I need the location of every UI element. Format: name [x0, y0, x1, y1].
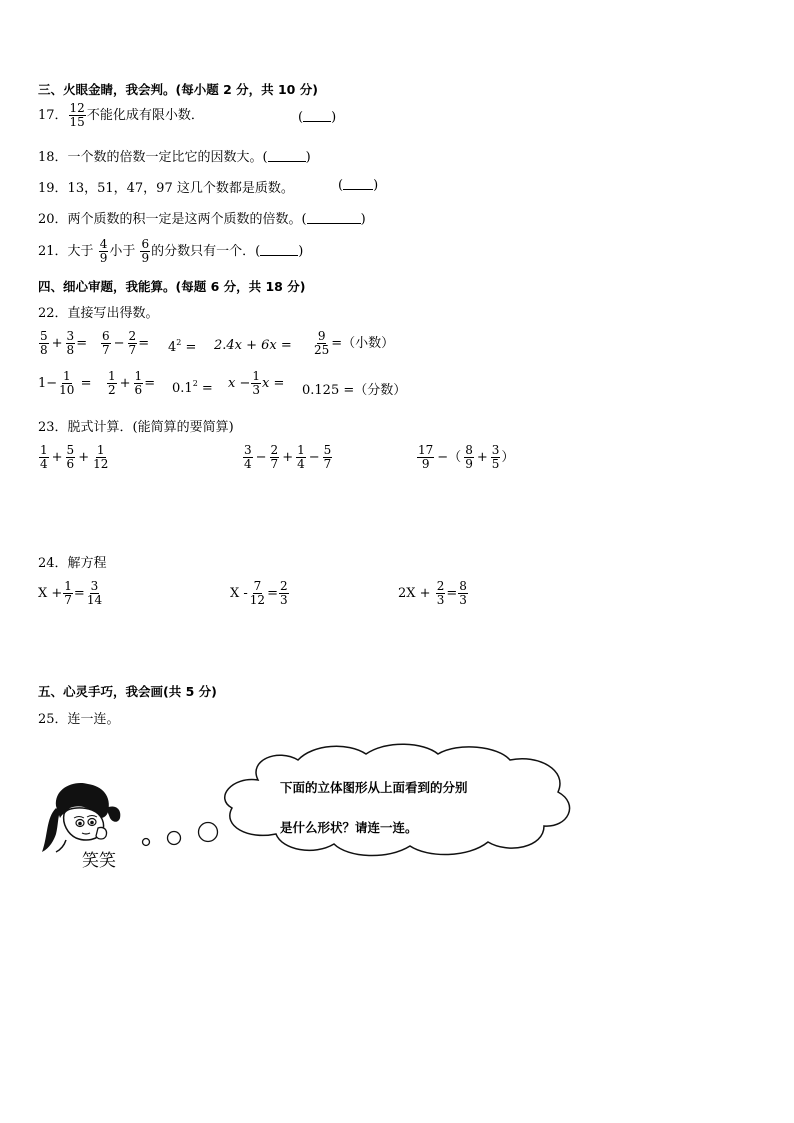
q22-expr-2: $\frac{6}{7}$ − $\frac{2}{7}$ = — [102, 329, 150, 357]
q24-equation-2: X - $\frac{7}{12}$ = $\frac{2}{3}$ — [230, 579, 288, 607]
question-25-title: 25．连一连。 — [38, 712, 120, 727]
question-24-title: 24．解方程 — [38, 556, 107, 571]
question-19: 19．13，51，47，97 这几个数都是质数。 — [38, 181, 294, 196]
q22-expr-3: $4^2$ = — [168, 338, 197, 355]
q22-expr-8: $0.1^2$ = — [172, 379, 213, 396]
question-21: 21．大于 $\frac{4}{9}$ 小于 $\frac{6}{9}$ 的分数只有一个．( ) — [38, 237, 304, 265]
fraction: $\frac{6}{9}$ — [141, 237, 150, 265]
question-20: 20．两个质数的积一定是这两个质数的倍数。( ) — [38, 212, 366, 227]
fraction: $\frac{12}{15}$ — [69, 101, 85, 129]
q23-expr-2: $\frac{3}{4}$ − $\frac{2}{7}$ + $\frac{1}{4}$ − $\frac{5}{7}$ — [244, 443, 332, 471]
bubble-text-line-2: 是什么形状？请连一连。 — [280, 820, 418, 835]
answer-blank-17[interactable]: ( ) — [298, 110, 337, 125]
thought-bubble-dots — [138, 818, 224, 852]
q22-expr-4: 2.4x + 6x = — [214, 338, 292, 353]
bubble-text-line-1: 下面的立体图形从上面看到的分别 — [280, 780, 468, 795]
answer-blank-20[interactable] — [307, 211, 361, 224]
character-name: 笑笑 — [82, 851, 116, 871]
q23-expr-1: $\frac{1}{4}$ + $\frac{5}{6}$ + $\frac{1}{12}$ — [40, 443, 109, 471]
q23-expr-3: $\frac{17}{9}$ −（ $\frac{8}{9}$ + $\frac{3}{5}$ ） — [418, 443, 515, 471]
q22-expr-5: $\frac{9}{25}$ =（小数） — [314, 329, 395, 357]
q22-expr-6: 1− $\frac{1}{10}$ = — [38, 369, 92, 397]
q22-expr-1: $\frac{5}{8}$ + $\frac{3}{8}$ = — [40, 329, 88, 357]
q24-equation-1: X + $\frac{1}{7}$ = $\frac{3}{14}$ — [38, 579, 103, 607]
q22-expr-9: x − $\frac{1}{3}$ x = — [228, 369, 285, 397]
question-22-title: 22．直接写出得数。 — [38, 306, 159, 321]
thought-bubble-cloud — [218, 740, 584, 860]
question-17: 17． $\frac{12}{15}$ 不能化成有限小数． — [38, 101, 204, 129]
section4-title: 四、细心审题，我能算。(每题 6 分，共 18 分) — [38, 279, 306, 294]
q22-expr-7: $\frac{1}{2}$ + $\frac{1}{6}$ = — [108, 369, 156, 397]
section3-title: 三、火眼金睛，我会判。(每小题 2 分，共 10 分) — [38, 82, 318, 97]
answer-blank-18[interactable] — [268, 149, 306, 162]
q24-equation-3: 2X + $\frac{2}{3}$ = $\frac{8}{3}$ — [398, 579, 467, 607]
question-18: 18．一个数的倍数一定比它的因数大。( ) — [38, 150, 311, 165]
answer-blank-21[interactable] — [260, 243, 298, 256]
q22-expr-10: 0.125 =（分数） — [302, 383, 407, 398]
section5-title: 五、心灵手巧，我会画(共 5 分) — [38, 684, 217, 699]
fraction: $\frac{4}{9}$ — [99, 237, 108, 265]
answer-blank-19[interactable]: ( ) — [338, 178, 379, 193]
question-23-title: 23．脱式计算．(能简算的要简算) — [38, 420, 234, 435]
